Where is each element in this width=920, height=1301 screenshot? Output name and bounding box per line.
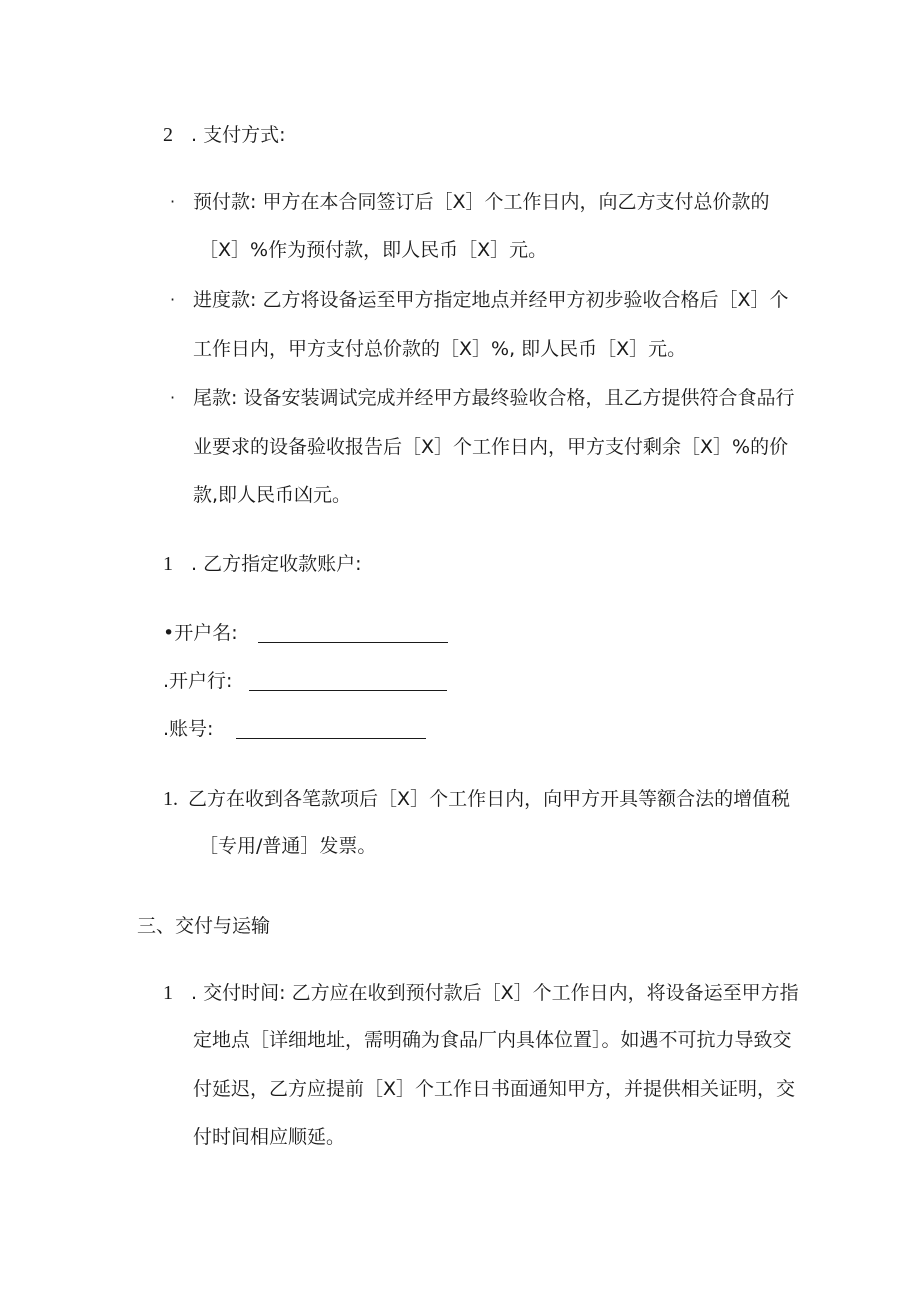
account-number-label: .账号: (163, 718, 214, 740)
account-section-title: . 乙方指定收款账户: (191, 553, 362, 575)
account-heading (163, 554, 362, 574)
delivery-time-line-2: 定地点［详细地址，需明确为食品厂内具体位置］。如遇不可抗力导致交 (193, 1029, 792, 1051)
chapter-3-heading: 三、交付与运输 (137, 915, 271, 937)
invoice-clause-number: 1. (163, 788, 178, 810)
account-number-row (163, 720, 426, 739)
final-payment-line-1: 尾款: 设备安装调试完成并经甲方最终验收合格，且乙方提供符合食品行 (193, 387, 795, 409)
delivery-time-line-1 (163, 983, 799, 1003)
delivery-time-line-4: 付时间相应顺延。 (193, 1126, 346, 1148)
section-2-heading (163, 125, 286, 145)
delivery-time-text: . 交付时间: 乙方应在收到预付款后［X］个工作日内，将设备运至甲方指 (191, 982, 799, 1004)
account-name-row (163, 624, 448, 643)
account-name-label: •开户名: (163, 622, 238, 644)
section-2-number: 2 (163, 124, 173, 146)
bank-name-field[interactable] (249, 672, 447, 691)
invoice-clause-text: 乙方在收到各笔款项后［X］个工作日内，向甲方开具等额合法的增值税 (188, 788, 791, 810)
bullet-dot: · (170, 388, 176, 407)
invoice-clause-line-2: ［专用/普通］发票。 (199, 835, 377, 857)
final-payment-line-3: 款,即人民币凶元。 (193, 484, 352, 506)
progress-payment-line-1: 进度款: 乙方将设备运至甲方指定地点并经甲方初步验收合格后［X］个 (193, 289, 789, 311)
account-name-field[interactable] (258, 624, 448, 643)
section-2-title: . 支付方式: (191, 124, 286, 146)
progress-payment-line-2: 工作日内，甲方支付总价款的［X］%, 即人民币［X］元。 (193, 338, 687, 360)
advance-payment-line-2: ［X］%作为预付款，即人民币［X］元。 (199, 239, 548, 261)
account-section-number: 1 (163, 553, 173, 575)
bank-name-row (163, 672, 447, 691)
delivery-time-line-3: 付延迟，乙方应提前［X］个工作日书面通知甲方，并提供相关证明，交 (193, 1078, 796, 1100)
bullet-dot: · (170, 290, 176, 309)
bank-name-label: .开户行: (163, 670, 233, 692)
delivery-item-number: 1 (163, 982, 173, 1004)
advance-payment-line-1: 预付款: 甲方在本合同签订后［X］个工作日内，向乙方支付总价款的 (193, 191, 770, 213)
final-payment-line-2: 业要求的设备验收报告后［X］个工作日内，甲方支付剩余［X］%的价 (193, 436, 789, 458)
bullet-dot: · (170, 192, 176, 211)
invoice-clause-line-1 (163, 789, 790, 809)
account-number-field[interactable] (236, 720, 426, 739)
